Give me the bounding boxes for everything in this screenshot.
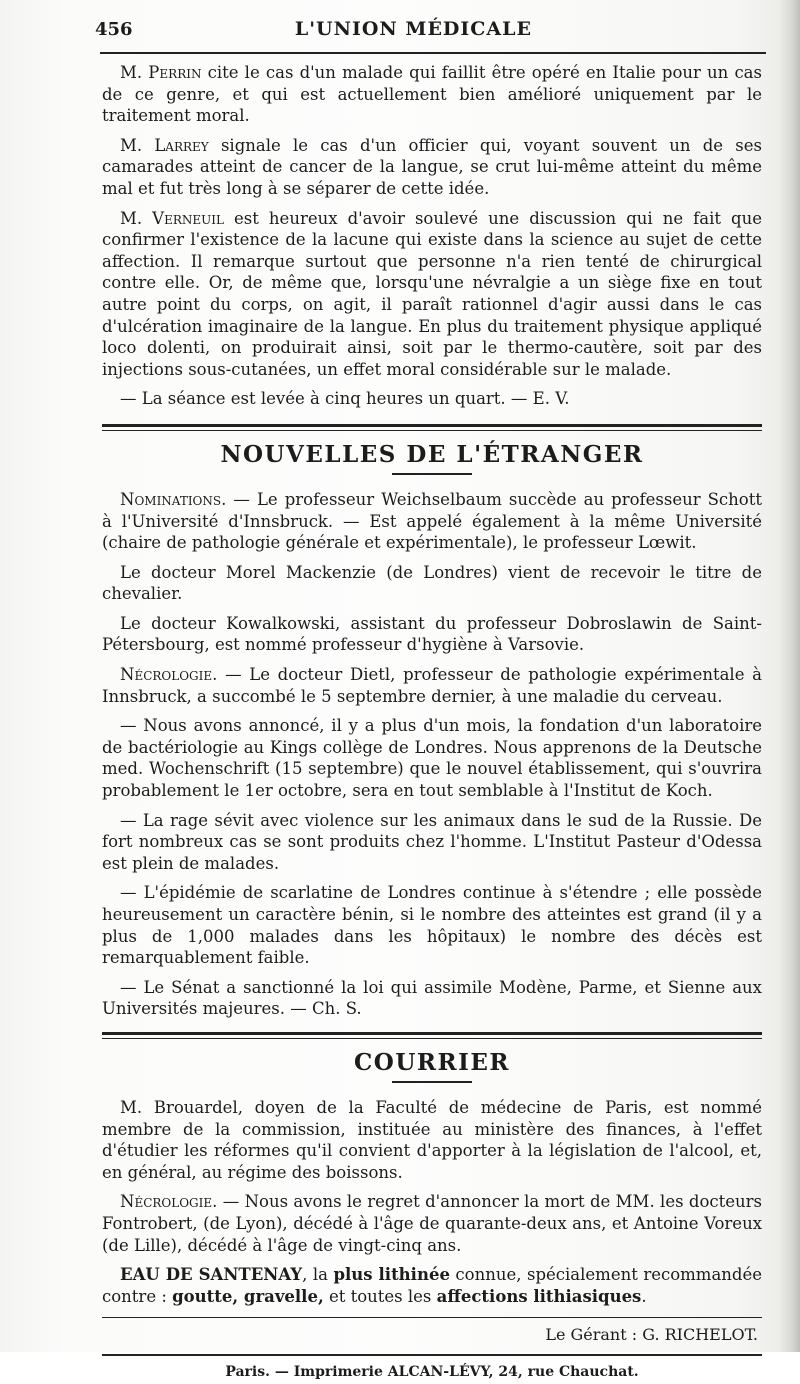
running-title: L'UNION MÉDICALE [294, 18, 532, 40]
footer-rule [102, 1317, 762, 1318]
page-header [95, 18, 762, 48]
footer-rule [102, 1354, 762, 1356]
paragraph-perrin: M. Perrin cite le cas d'un malade qui faillit être opéré en Italie pour un cas de ce genre, et qui est actuellement bien amélioré uniquement par le traitement moral. [102, 63, 762, 126]
article-body [102, 62, 762, 1384]
news-item: — L'épidémie de scarlatine de Londres continue à s'étendre ; elle possède heureusement un caractère bénin, si le nombre des atteintes est grand (il y a plus de 1,000 malades dans les hôpitaux) le nombre des décès est remarquablement faible. [102, 883, 762, 968]
title-underline [392, 473, 472, 475]
news-item: Nominations. — Le professeur Weichselbaum succède au professeur Schott à l'Université d'Innsbruck. — Est appelé également à la même Université (chaire de pathologie générale et expérimentale), le professeur Lœwit. [102, 489, 762, 553]
page-number: 456 [95, 19, 133, 40]
news-item: Le docteur Morel Mackenzie (de Londres) vient de recevoir le titre de chevalier. [102, 562, 762, 604]
advert: EAU DE SANTENAY, la plus lithinée connue, spécialement recommandée contre : goutte, gravelle, et toutes les affections lithiasiques. [102, 1265, 763, 1306]
header-rule [100, 52, 766, 54]
paragraph-verneuil: M. Verneuil est heureux d'avoir soulevé une discussion qui ne fait que confirmer l'existence de la lacune qui existe dans la science au sujet de cette affection. Il remarque surtout que personne n'a rien tenté de chirurgical contre elle. Or, de même que, lorsqu'une névralgie a un siège fixe en tout autre point du corps, on agit, il paraît rationnel d'agir aussi dans le cas d'ulcération imaginaire de la langue. En plus du traitement physique appliqué loco dolenti, on produirait ainsi, soit par le thermo-cautère, soit par des injections sous-cutanées, un effet moral considérable sur le malade. [102, 208, 762, 379]
section-title-courrier: COURRIER [353, 1048, 511, 1076]
news-item: — La rage sévit avec violence sur les animaux dans le sud de la Russie. De fort nombreux cas se sont produits chez l'homme. L'Institut Pasteur d'Odessa est plein de malades. [102, 810, 762, 873]
title-underline [392, 1081, 472, 1083]
section-divider [102, 424, 762, 431]
paragraph-larrey: M. Larrey signale le cas d'un officier qui, voyant souvent un de ses camarades atteint de cancer de la langue, se crut lui-même atteint du même mal et fut très long à se séparer de cette idée. [102, 135, 762, 198]
courrier-item: M. Brouardel, doyen de la Faculté de médecine de Paris, est nommé membre de la commission, instituée au ministère des finances, à l'effet d'étudier les réformes qu'il convient d'apporter à la législation de l'alcool, et, en général, au régime des boissons. [102, 1097, 762, 1182]
news-item: Nécrologie. — Le docteur Dietl, professeur de pathologie expérimentale à Innsbruck, a succombé le 5 septembre dernier, à une maladie du cerveau. [102, 665, 762, 706]
imprint: Paris. — Imprimerie ALCAN-LÉVY, 24, rue Chauchat. [225, 1363, 639, 1380]
courrier-item: Nécrologie. — Nous avons le regret d'annoncer la mort de MM. les docteurs Fontrobert, (de Lyon), décédé à l'âge de quarante-deux ans, et Antoine Voreux (de Lille), décédé à l'âge de vingt-cinq ans. [102, 1192, 762, 1255]
signature: Le Gérant : G. RICHELOT. [545, 1325, 758, 1345]
news-item: — Le Sénat a sanctionné la loi qui assimile Modène, Parme, et Sienne aux Universités majeures. — Ch. S. [102, 977, 762, 1019]
page-shadow [778, 0, 800, 1352]
news-item: — Nous avons annoncé, il y a plus d'un mois, la fondation d'un laboratoire de bactériologie au Kings collège de Londres. Nous apprenons de la Deutsche med. Wochenschrift (15 septembre) que le nouvel établissement, qui s'ouvrira probablement le 1er octobre, sera en tout semblable à l'Institut de Koch. [102, 716, 762, 801]
section-divider [102, 1032, 762, 1039]
section-title-nouvelles: NOUVELLES DE L'ÉTRANGER [220, 440, 644, 468]
news-item: Le docteur Kowalkowski, assistant du professeur Dobroslawin de Saint-Pétersbourg, est nommé professeur d'hygiène à Varsovie. [102, 613, 762, 655]
seance-close: — La séance est levée à cinq heures un quart. — E. V. [120, 389, 570, 409]
